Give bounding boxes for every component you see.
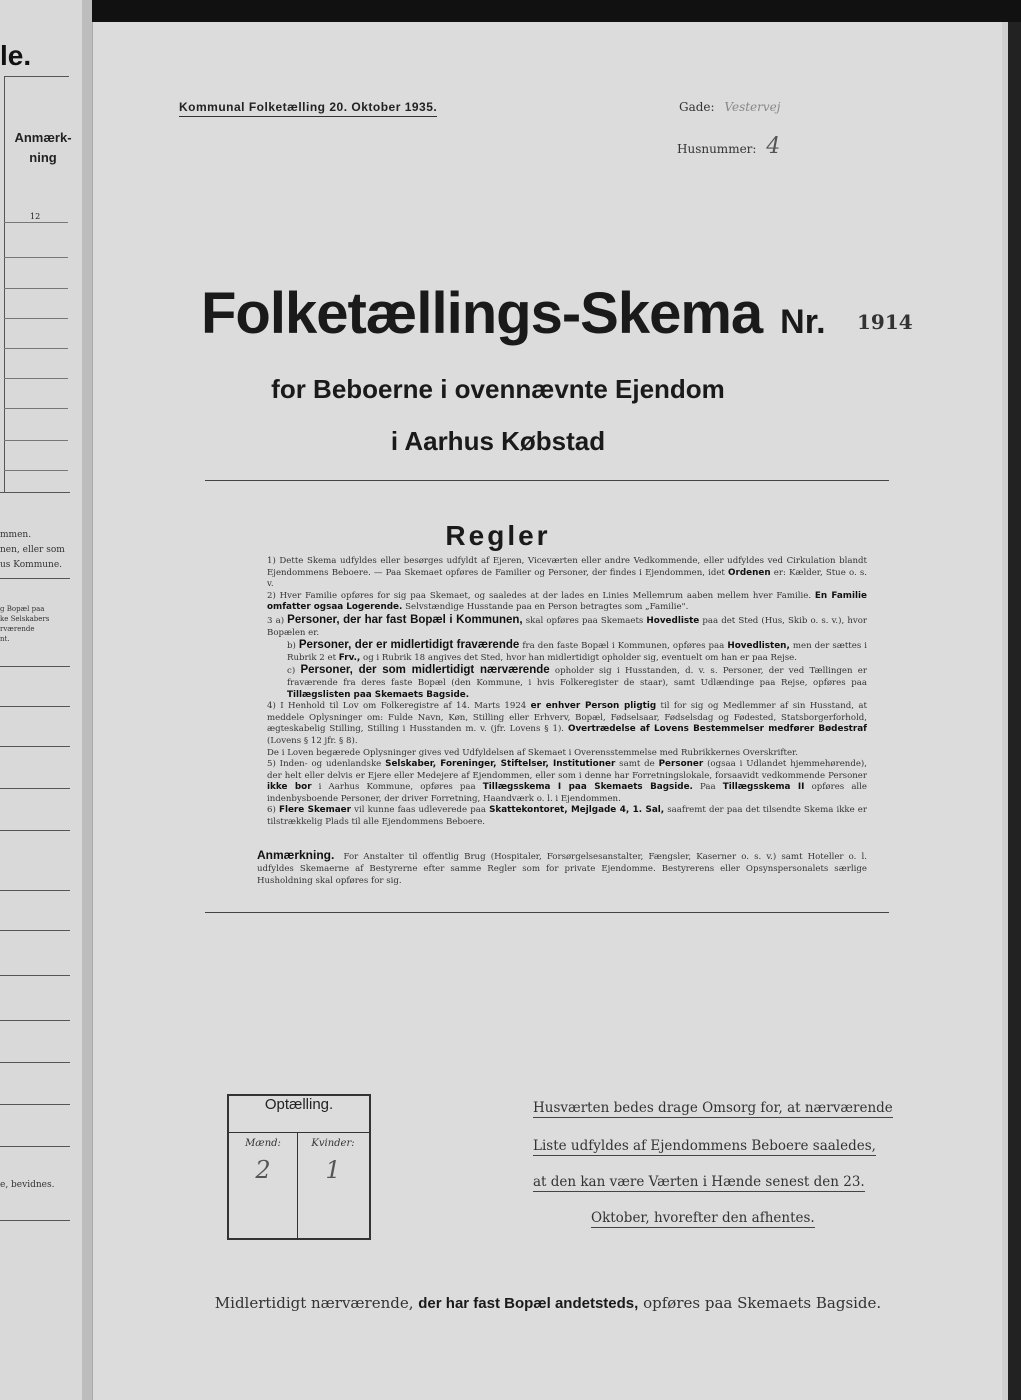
left-page-rule	[0, 1146, 70, 1147]
notice-line: Oktober, hvorefter den afhentes.	[591, 1210, 815, 1226]
house-number-value: 4	[766, 134, 781, 159]
street-label: Gade:	[679, 100, 715, 114]
left-page-rule	[4, 348, 68, 349]
divider	[205, 480, 889, 481]
men-label: Mænd:	[245, 1138, 281, 1149]
left-page-rule	[4, 470, 68, 471]
left-page-rule	[0, 930, 70, 931]
left-page-rule	[0, 1062, 70, 1063]
notice-line: Liste udfyldes af Ejendommens Beboere saaledes,	[533, 1138, 876, 1154]
count-box	[227, 1094, 371, 1240]
rule-4b: De i Loven begærede Oplysninger gives ved Udfyldelsen af Skemaet i Overensstemmelse med Rubrikkernes Overskrifter.	[267, 747, 798, 758]
rule-3b: b) Personer, der er midlertidigt fraværende fra den faste Bopæl i Kommunen, opføres paa Hovedlisten, men der sættes i Rubrik 2 et Frv., og i Rubrik 18 angives det Sted, hvor han midlertidigt opholder sig, eventuelt om han er paa Rejse.	[287, 639, 868, 663]
remark-paragraph	[257, 848, 867, 887]
left-page-rule	[0, 1020, 70, 1021]
rule-6: 6) Flere Skemaer vil kunne faas udleverede paa Skattekontoret, Mejlgade 4, 1. Sal, saafremt der paa det tilsendte Skema ikke er tilstrækkelig Plads til alle Ejendommens Beboere.	[267, 805, 867, 828]
form-title-nr-label: Nr.	[780, 303, 826, 341]
book-spine	[82, 0, 92, 1400]
form-subtitle-2: i Aarhus Købstad	[390, 426, 606, 456]
count-box-title: Optælling.	[229, 1096, 369, 1133]
rule-3c: c) Personer, der som midlertidigt nærværende opholder sig i Husstanden, d. v. s. Personer, der ved Tællingen er fraværende fra deres faste Bopæl (den Kommune, i hvis Folkeregister de staar), samt Udlændinge paa Rejse, opføres paa Tillægslisten paa Skemaets Bagside.	[287, 664, 868, 700]
women-label: Kvinder:	[311, 1138, 355, 1149]
notice-line: Husværten bedes drage Omsorg for, at nærværende	[533, 1100, 893, 1116]
left-page-rule	[0, 830, 70, 831]
house-number-label: Husnummer:	[677, 142, 757, 156]
house-number-field	[677, 134, 780, 159]
women-count: 1	[325, 1156, 341, 1184]
census-form-page	[92, 22, 1003, 1400]
form-title	[201, 280, 826, 347]
men-count: 2	[255, 1156, 271, 1184]
street-field	[679, 100, 781, 114]
left-page-header: le.	[0, 40, 32, 71]
left-page-rule	[0, 578, 70, 579]
rule-4: 4) I Henhold til Lov om Folkeregistre af 14. Marts 1924 er enhver Person pligtig til for sig og Medlemmer af sin Husstand, at meddele Oplysninger om: Fulde Navn, Køn, Stilling eller Erhverv, Bopæl, Fødselsaar, Fødselsdag og Fødested, Statsborgerforhold, ægteskabelig Stilling, Stilling i Husstanden m. v. (jfr. Lovens § 1). Overtrædelse af Lovens Bestemmelser medfører Bødestraf (Lovens § 12 jfr. § 8).	[267, 701, 867, 746]
left-page-rule	[0, 666, 70, 667]
footer-note: Midlertidigt nærværende, der har fast Bopæl andetsteds, opføres paa Skemaets Bagside.	[214, 1294, 882, 1312]
page-edge	[1002, 22, 1021, 1400]
left-page-rule	[4, 318, 68, 319]
left-page-rule	[0, 746, 70, 747]
left-page-rule	[0, 1220, 70, 1221]
left-page-column-number: 12	[30, 212, 41, 221]
left-page-column-header: Anmærk- ning	[14, 130, 72, 165]
form-subtitle-1: for Beboerne i ovennævnte Ejendom	[271, 374, 725, 404]
left-page-rule	[0, 975, 70, 976]
rule-1: 1) Dette Skema udfyldes eller besørges udfyldt af Ejeren, Viceværten eller andre Vedkommende, eller udfyldes ved Cirkulation blandt Ejendommens Beboere. — Paa Skemaet opføres de Familier og Personer, der findes i Ejendommen, idet Ordenen er: Kælder, Stue o. s. v.	[267, 556, 867, 590]
left-page-rule	[4, 408, 68, 409]
rule-5: 5) Inden- og udenlandske Selskaber, Foreninger, Stiftelser, Institutioner samt de Personer (ogsaa i Udlandet hjemmehørende), der helt eller delvis er Ejere eller Medejere af Ejendommen, eller som i denne har Forretningslokale, forsaavidt vedkommende Personer ikke bor i Aarhus Kommune, opføres paa Tillægsskema I paa Skemaets Bagside. Paa Tillægsskema II opføres alle indenbysboende Personer, der driver Forretning, Haandværk o. l. i Ejendommen.	[267, 759, 868, 804]
left-page-rule	[0, 890, 70, 891]
remark-text: For Anstalter til offentlig Brug (Hospitaler, Forsørgelsesanstalter, Fængsler, Kaserner o. s. v.) samt Hoteller o. l. udfyldes Skemaerne af Bestyrerne efter samme Regler som for private Ejendomme. Bestyrerens eller Opsynspersonalets særlige Husholdning skal opføres for sig.	[257, 852, 868, 886]
street-value: Vestervej	[724, 100, 781, 114]
notice-line: at den kan være Værten i Hænde senest den 23.	[533, 1174, 865, 1190]
rules-heading: Regler	[445, 520, 551, 551]
left-page-rule	[4, 440, 68, 441]
census-header-line: Kommunal Folketælling 20. Oktober 1935.	[179, 100, 437, 117]
schema-number: 1914	[857, 310, 913, 334]
left-page-rule	[0, 706, 70, 707]
left-page-rule	[0, 1104, 70, 1105]
left-page-rule	[4, 378, 68, 379]
left-page-note: mmen. nen, eller som us Kommune.	[0, 530, 65, 570]
left-page-note: g Bopæl paa ke Selskabers rværende nt.	[0, 605, 50, 643]
rule-2: 2) Hver Familie opføres for sig paa Skemaet, og saaledes at der lades en Linies Mellemrum aaben mellem hver Familie. En Familie omfatter ogsaa Logerende. Selvstændige Husstande paa en Person betragtes som „Familie".	[267, 590, 867, 613]
divider	[205, 912, 889, 913]
form-title-main: Folketællings-Skema	[201, 281, 763, 346]
left-adjacent-page	[0, 0, 84, 1400]
left-page-rule	[4, 222, 68, 223]
left-page-rule	[4, 257, 68, 258]
remark-label: Anmærkning.	[257, 848, 335, 862]
left-page-rule	[0, 788, 70, 789]
rule-3a: 3 a) Personer, der har fast Bopæl i Kommunen, skal opføres paa Skemaets Hovedliste paa det Sted (Hus, Skib o. s. v.), hvor Bopælen er.	[267, 613, 867, 638]
left-page-rule	[0, 492, 70, 493]
rules-body	[257, 556, 867, 829]
count-box-divider	[297, 1132, 298, 1238]
left-page-rule	[4, 288, 68, 289]
left-page-note: e, bevidnes.	[0, 1180, 55, 1190]
